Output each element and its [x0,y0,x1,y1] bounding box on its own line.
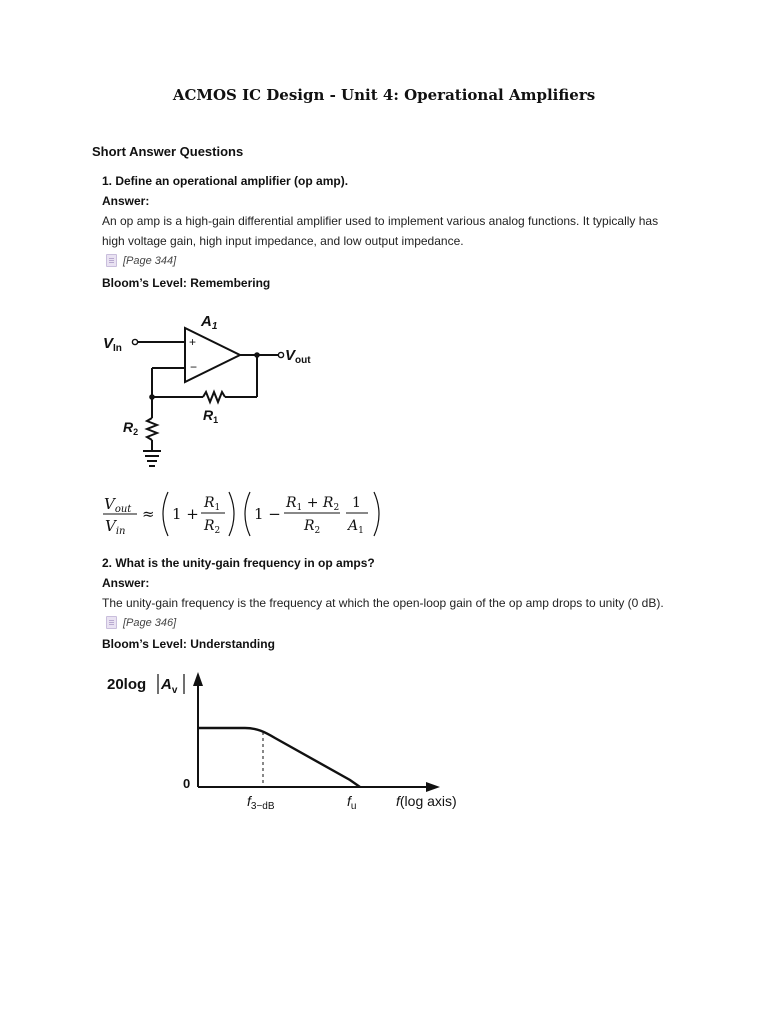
question-1-title: 1. Define an operational amplifier (op amp). [102,174,349,188]
gain-curve [198,728,360,787]
eq-f3-den: $A_1$ [348,518,364,536]
document-icon [106,616,117,629]
fu-label: $f_u$ [347,793,357,812]
question-1-answer-line-2: high voltage gain, high input impedance, and low output impedance. [102,234,464,248]
vin-label: $V_{In}$ [103,335,122,354]
question-2-page-ref [106,616,176,629]
question-1-page-ref [106,254,176,267]
op-amp-plus-sign: + [189,335,197,349]
r2-label: $R_2$ [123,419,139,437]
eq-f1-num: $R_1$ [204,495,221,513]
zero-label: 0 [183,776,191,791]
op-amp-minus-sign: − [190,360,198,374]
question-2-answer-label: Answer: [102,576,150,590]
f3db-label: $f_{3-dB}$ [247,793,275,812]
vout-label: $V_{out}$ [285,347,311,366]
x-axis-label: f(log axis) [396,793,457,809]
question-2-title: 2. What is the unity-gain frequency in op amps? [102,556,375,570]
question-1-answer-label: Answer: [102,194,150,208]
y-axis-abs-var: $A_v$ [161,676,178,696]
eq-f2-num: $R_1 + R_2$ [286,495,340,513]
op-amp-circuit-diagram [95,308,335,473]
eq-lhs-num: $V_{out}$ [104,495,132,515]
eq-one-plus: 1 + [172,505,199,523]
r1-label: $R_1$ [203,407,219,425]
y-axis-arrowhead [193,672,203,686]
amp-label: $A_1$ [201,313,218,332]
document-icon [106,254,117,267]
y-axis-label: 20log [107,676,147,693]
eq-one-minus: 1 − [254,505,281,523]
question-1-answer-line-1: An op amp is a high-gain differential amplifier used to implement various analog functions. It typically has [102,214,659,228]
eq-lhs-den: $V_{in}$ [105,517,126,537]
page-ref-text: [Page 346] [123,616,177,629]
question-1-bloom-level: Bloom’s Level: Remembering [102,276,271,290]
section-heading: Short Answer Questions [92,144,244,159]
eq-f1-den: $R_2$ [204,518,221,536]
question-2-bloom-level: Bloom’s Level: Understanding [102,637,275,651]
bode-plot-diagram [105,670,475,820]
eq-approx: ≈ [142,505,155,523]
question-2-answer-line-1: The unity-gain frequency is the frequency at which the open-loop gain of the op amp drops to unity (0 dB). [102,596,664,610]
page-ref-text: [Page 344] [123,254,177,267]
x-axis-arrowhead [426,782,440,792]
gain-equation [100,488,400,540]
document-title: ACMOS IC Design - Unit 4: Operational Amplifiers [172,86,596,104]
eq-f3-num: 1 [352,495,361,511]
eq-f2-den: $R_2$ [304,518,321,536]
